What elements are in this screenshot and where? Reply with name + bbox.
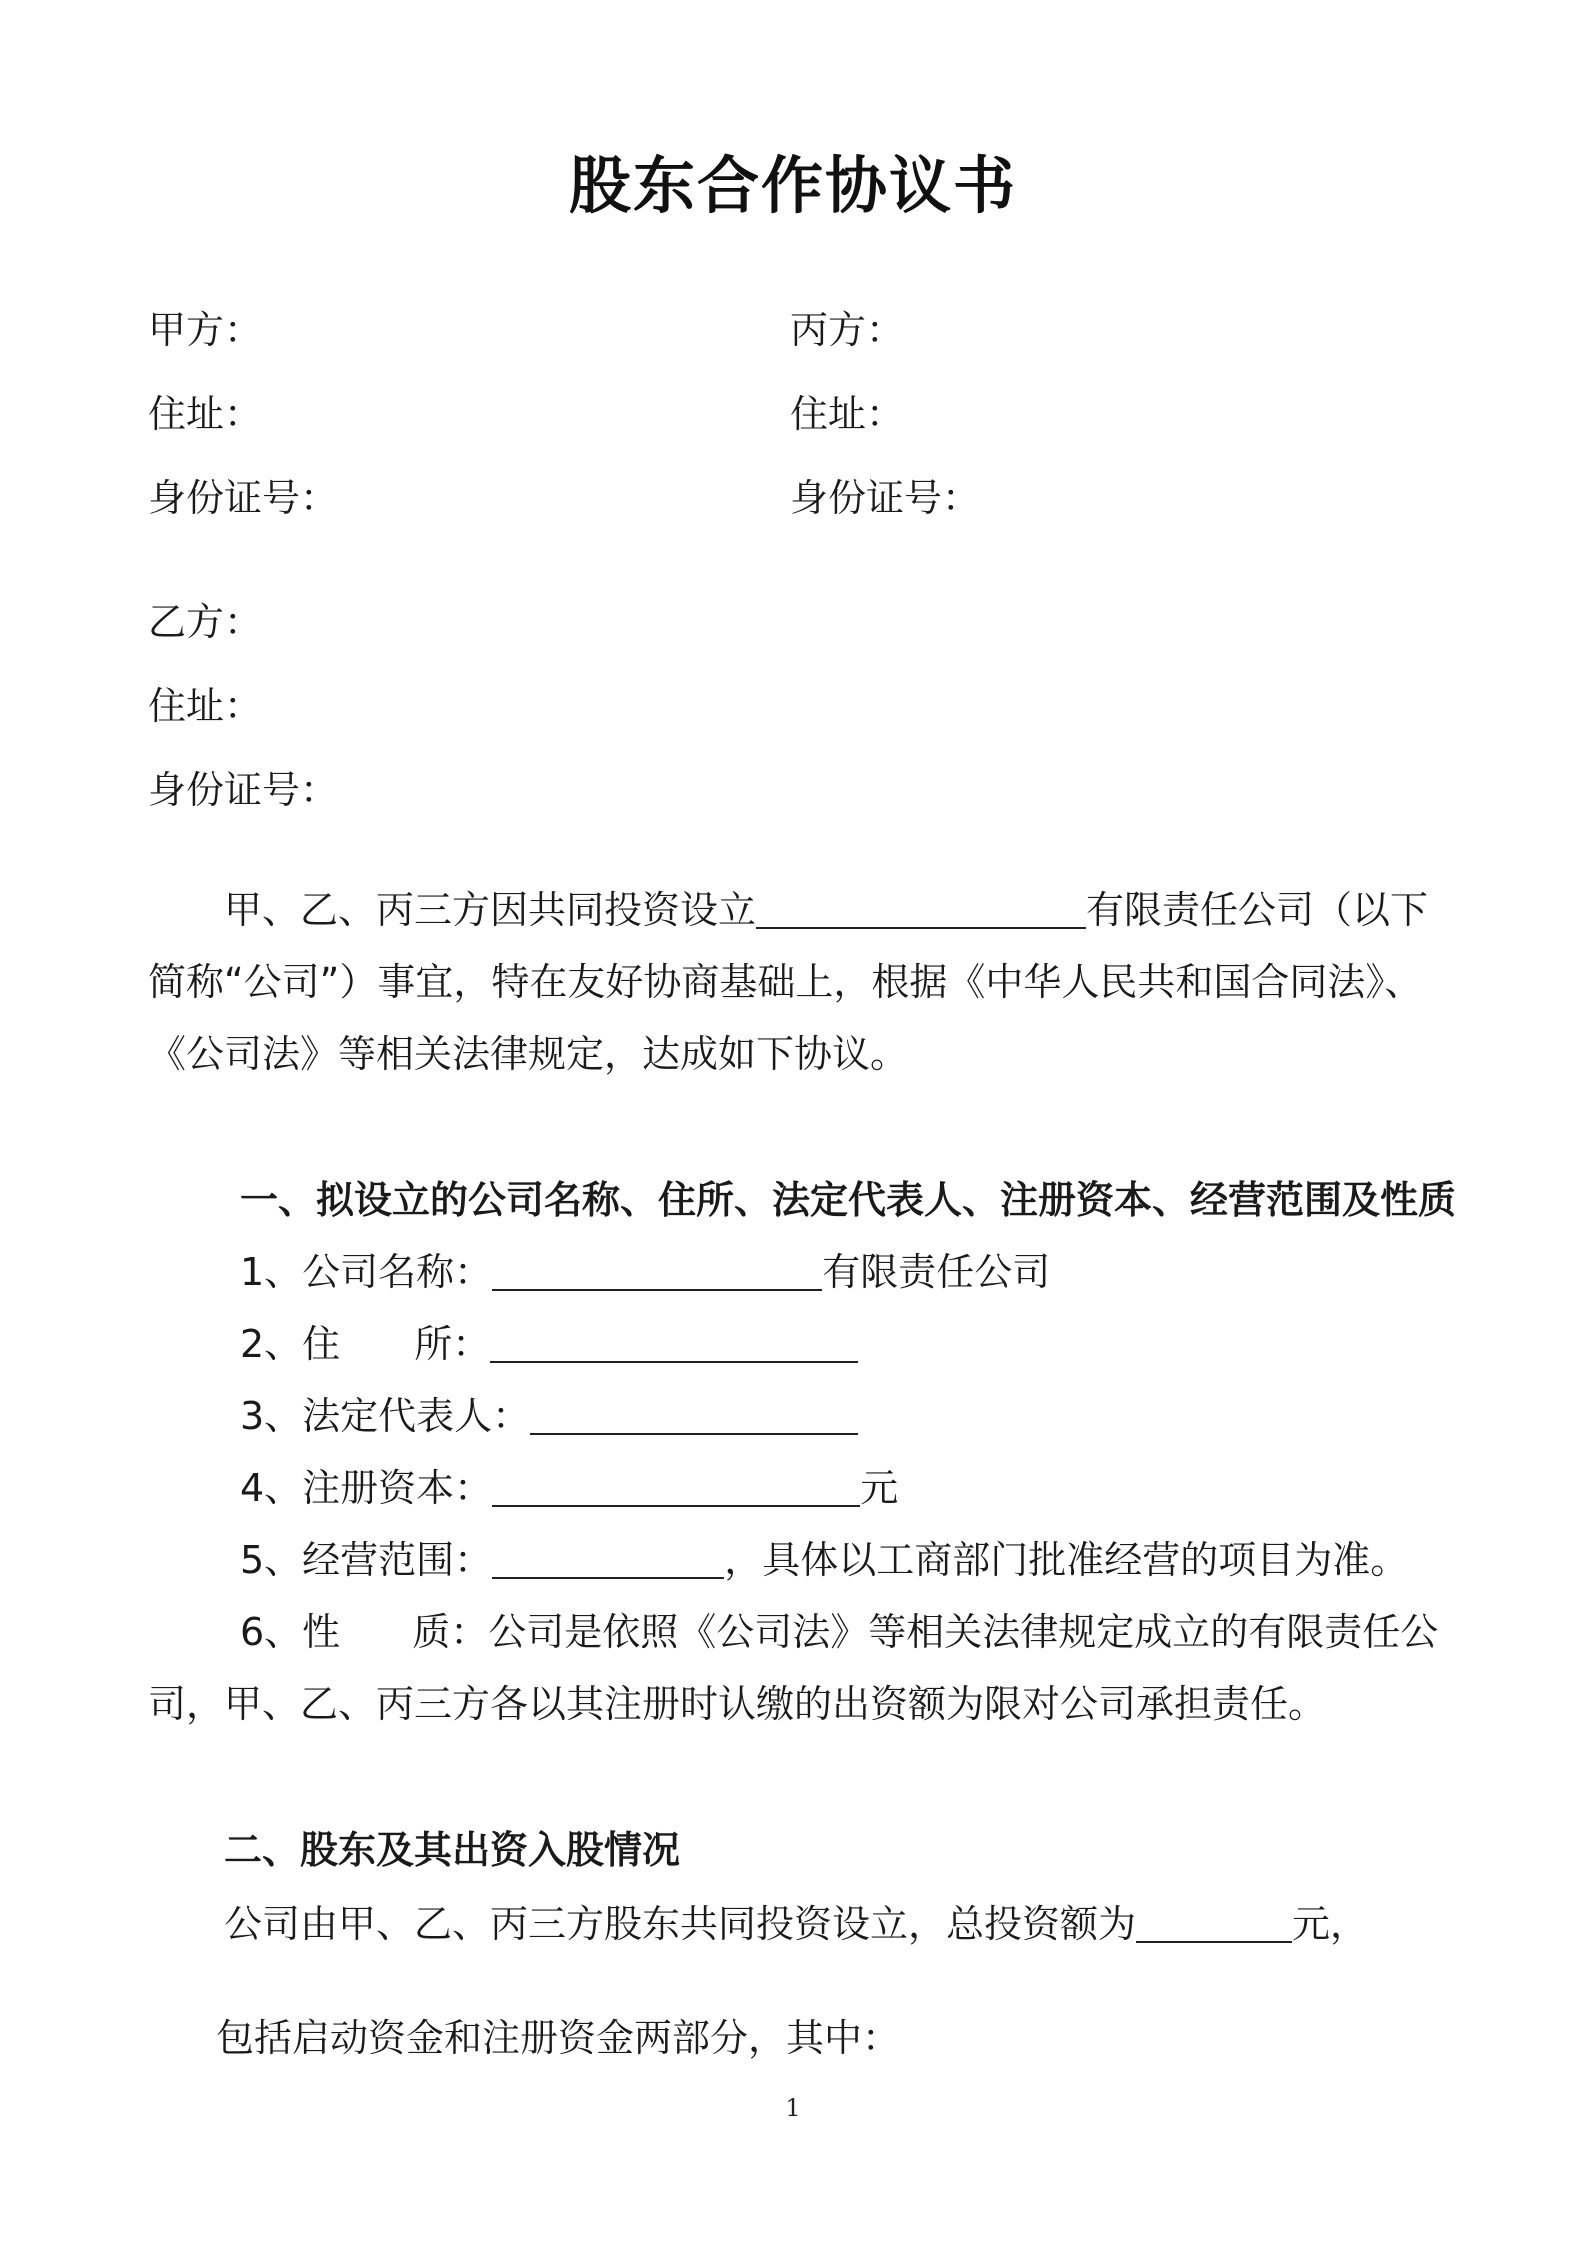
section-2-line-2: 包括启动资金和注册资金两部分，其中： [216, 2016, 901, 2060]
item-4-suffix: 元 [860, 1466, 899, 1510]
section-1-item-5 [240, 1536, 1408, 1584]
party-a-id-label: 身份证号： [148, 476, 339, 520]
item-2-label-b: 所： [414, 1322, 491, 1366]
section-1-item-4 [240, 1464, 898, 1512]
page-number: 1 [785, 2094, 801, 2122]
section-2-line-1 [224, 1900, 1368, 1948]
section-2-heading: 二、股东及其出资入股情况 [224, 1828, 681, 1872]
party-b-name-label: 乙方： [148, 600, 263, 644]
section-1-item-6-line-2: 司，甲、乙、丙三方各以其注册时认缴的出资额为限对公司承担责任。 [148, 1682, 1327, 1726]
section-1-heading: 一、拟设立的公司名称、住所、法定代表人、注册资本、经营范围及性质 [240, 1178, 1457, 1222]
party-c-name-label: 丙方： [790, 308, 905, 352]
party-b-id-label: 身份证号： [148, 768, 339, 812]
section-1-item-1 [240, 1248, 1050, 1296]
preamble-line-2: 简称“公司”）事宜，特在友好协商基础上，根据《中华人民共和国合同法》、 [148, 960, 1423, 1004]
party-c-address-label: 住址： [790, 392, 905, 436]
preamble-line-1-after: 有限责任公司（以下 [1086, 888, 1429, 932]
preamble-line-3: 《公司法》等相关法律规定，达成如下协议。 [148, 1032, 909, 1076]
section-1-item-3 [240, 1392, 858, 1440]
party-a-address-label: 住址： [148, 392, 263, 436]
item-1-company-name-blank[interactable] [492, 1249, 822, 1291]
total-investment-blank[interactable] [1136, 1901, 1292, 1943]
item-3-legal-rep-blank[interactable] [530, 1393, 858, 1435]
item-1-suffix: 有限责任公司 [822, 1250, 1051, 1294]
party-a-name-label: 甲方： [148, 308, 263, 352]
section-1-item-2 [240, 1320, 858, 1368]
preamble-line-1 [224, 886, 1428, 934]
section-2-line-1-before: 公司由甲、乙、丙三方股东共同投资设立，总投资额为 [224, 1902, 1137, 1946]
item-5-suffix: ，具体以工商部门批准经营的项目为准。 [724, 1538, 1409, 1582]
item-6-label-a: 6、性 [240, 1610, 341, 1654]
item-5-scope-blank[interactable] [492, 1537, 724, 1579]
item-4-capital-blank[interactable] [492, 1465, 860, 1507]
section-2-line-1-after: 元， [1292, 1902, 1369, 1946]
section-1-item-6 [240, 1608, 1438, 1656]
party-b-address-label: 住址： [148, 684, 263, 728]
document-title: 股东合作协议书 [568, 149, 1017, 222]
item-5-label: 5、经营范围： [240, 1538, 493, 1582]
company-name-blank[interactable] [756, 887, 1086, 929]
party-c-id-label: 身份证号： [790, 476, 981, 520]
preamble-line-1-before: 甲、乙、丙三方因共同投资设立 [224, 888, 757, 932]
item-4-label: 4、注册资本： [240, 1466, 493, 1510]
item-6-label-b: 质：公司是依照《公司法》等相关法律规定成立的有限责任公 [412, 1610, 1439, 1654]
item-2-label-a: 2、住 [240, 1322, 341, 1366]
item-1-label: 1、公司名称： [240, 1250, 493, 1294]
item-3-label: 3、法定代表人： [240, 1394, 531, 1438]
item-2-address-blank[interactable] [490, 1321, 858, 1363]
